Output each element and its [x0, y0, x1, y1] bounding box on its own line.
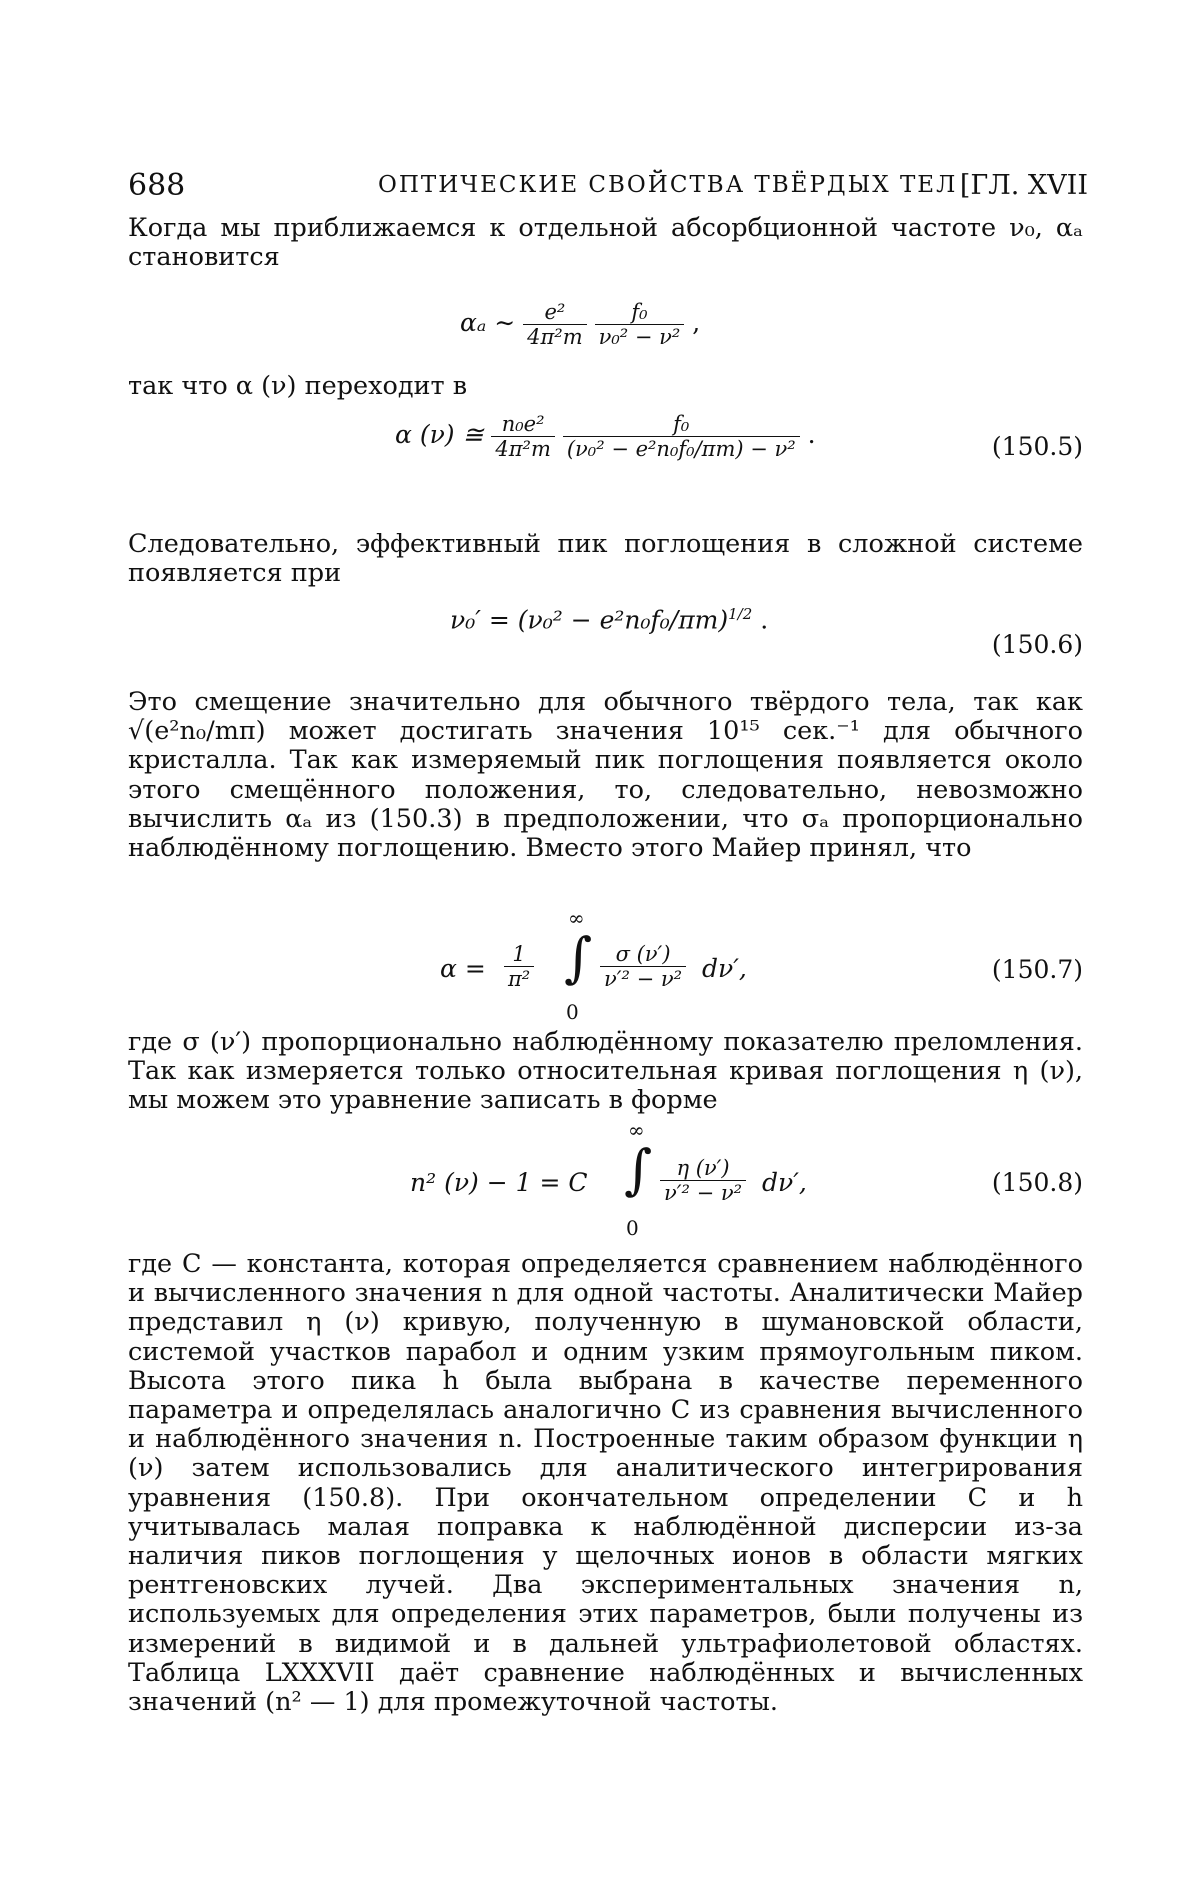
eq5-lower-limit: 0 — [626, 1216, 639, 1240]
eq1-fraction-1: $\frac{\text{e²}}{\text{4π²m}}$ — [523, 300, 587, 349]
eq3-exponent: 1/2 — [728, 605, 753, 623]
eq2-fraction-2: $\frac{\text{f₀}}{\text{(ν₀² − e²n₀f₀/πm) − ν²}}$ — [563, 412, 800, 461]
eq1-fraction-2: $\frac{\text{f₀}}{\text{ν₀² − ν²}}$ — [595, 300, 685, 349]
eq5-integral-sign: ∫ — [624, 1138, 653, 1201]
equation-5 — [410, 1118, 830, 1240]
eq2-fraction-1: $\frac{\text{n₀e²}}{\text{4π²m}}$ — [491, 412, 555, 461]
paragraph-4: Это смещение значительно для обычного твёрдого тела, так как √(e²n₀/mπ) может достигать значения 10¹⁵ сек.⁻¹ для обычного кристалла. Так как измеряемый пик поглощения появляется около этого смещённого положения, то, следовательно, невозможно вычислить αₐ из (150.3) в предположении, что σₐ пропорционально наблюдённому поглощению. Вместо этого Майер принял, что — [128, 687, 1083, 864]
eq4-upper-limit: ∞ — [568, 906, 585, 930]
paragraph-6: где C — константа, которая определяется сравнением наблюдённого и вычисленного значения n для одной частоты. Аналитически Майер представил η (ν) кривую, полученную в шумановской области, системой участков парабол и одним узким прямоугольным пиком. Высота этого пика h была выбрана в качестве переменного параметра и определялась аналогично C из сравнения вычисленного и наблюдённого значения n. Построенные таким образом функции η (ν) затем использовались для аналитического интегрирования уравнения (150.8). При окончательном определении C и h учитывалась малая поправка к наблюдённой дисперсии из-за наличия пиков поглощения у щелочных ионов в области мягких рентгеновских лучей. Два экспериментальных значения n, используемых для определения этих параметров, были получены из измерений в видимой и в дальней ультрафиолетовой областях. Таблица LXXXVII даёт сравнение наблюдённых и вычисленных значений (n² — 1) для промежуточной частоты. — [128, 1249, 1083, 1718]
equation-number-150-6: (150.6) — [991, 630, 1083, 659]
equation-2: α (ν) ≅ $\frac{\text{n₀e²}}{\text{4π²m}}$ $\frac{\text{f₀}}{\text{(ν₀² − e²n₀f₀/πm) − ν²}}$ . — [395, 412, 816, 461]
chapter-label: [ГЛ. XVII — [959, 170, 1088, 201]
eq4-integrand: $\frac{\sigma (\nu')}{\text{ν′² − ν²}}$ — [600, 942, 686, 991]
paragraph-5: где σ (ν′) пропорционально наблюдённому показателю преломления. Так как измеряется только относительная кривая поглощения η (ν), мы можем это уравнение записать в форме — [128, 1027, 1083, 1116]
paragraph-2: так что α (ν) переходит в — [128, 371, 468, 401]
paragraph-3: Следовательно, эффективный пик поглощения в сложной системе появляется при — [128, 529, 1083, 589]
eq1-lhs: αₐ ∼ — [460, 308, 516, 337]
eq5-lhs: n² (ν) − 1 = C — [410, 1168, 588, 1197]
eq4-lower-limit: 0 — [566, 1000, 579, 1024]
eq5-integrand: $\frac{\eta (\nu')}{\text{ν′² − ν²}}$ — [660, 1156, 746, 1205]
eq4-differential: dν′, — [702, 954, 747, 983]
eq5-differential: dν′, — [762, 1168, 807, 1197]
equation-1: αₐ ∼ $\frac{\text{e²}}{\text{4π²m}}$ $\frac{\text{f₀}}{\text{ν₀² − ν²}}$ , — [460, 300, 701, 349]
running-title: ОПТИЧЕСКИЕ СВОЙСТВА ТВЁРДЫХ ТЕЛ — [378, 172, 958, 198]
eq4-prefactor: $\frac{1}{\text{π²}}$ — [504, 942, 534, 991]
paragraph-1: Когда мы приближаемся к отдельной абсорбционной частоте ν₀, αₐ становится — [128, 213, 1083, 273]
equation-number-150-8: (150.8) — [991, 1168, 1083, 1197]
eq3-lhs: ν₀′ = — [450, 605, 510, 635]
eq2-lhs: α (ν) ≅ — [395, 420, 484, 449]
eq5-upper-limit: ∞ — [628, 1118, 645, 1142]
equation-number-150-5: (150.5) — [991, 432, 1083, 461]
equation-4 — [440, 906, 780, 1024]
page-header — [128, 168, 1088, 208]
eq3-body: (ν₀² − e²n₀f₀/πm) — [517, 605, 729, 635]
eq4-integral-sign: ∫ — [564, 926, 593, 989]
equation-number-150-7: (150.7) — [991, 955, 1083, 984]
page-number: 688 — [128, 168, 186, 203]
equation-3: ν₀′ = (ν₀² − e²n₀f₀/$\pi m)^{1/2}$ . — [450, 605, 769, 635]
eq4-lhs: α = — [440, 954, 486, 983]
